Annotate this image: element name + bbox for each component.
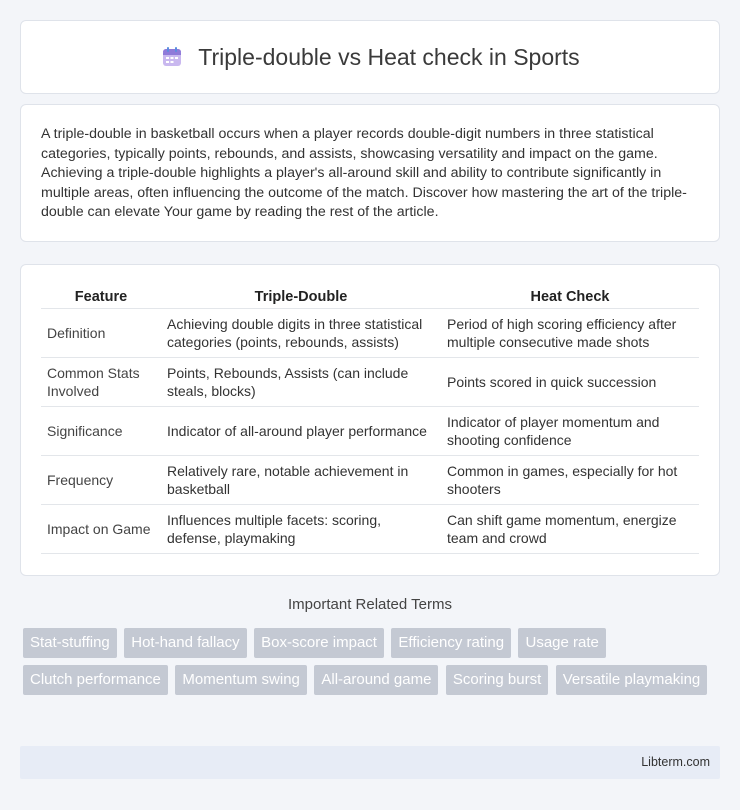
row-heat-check: Period of high scoring efficiency after multiple consecutive made shots [441,309,699,358]
header-feature: Feature [41,285,161,309]
related-term-tag[interactable]: Clutch performance [23,665,168,695]
related-term-tag[interactable]: All-around game [314,665,438,695]
related-terms-title: Important Related Terms [288,596,452,613]
intro-card [20,104,720,242]
related-term-tag[interactable]: Hot-hand fallacy [124,628,246,658]
row-heat-check: Points scored in quick succession [441,358,699,407]
related-term-tag[interactable]: Efficiency rating [391,628,511,658]
footer [20,746,720,779]
row-feature: Definition [41,309,161,358]
comparison-table [41,285,699,554]
row-heat-check: Common in games, especially for hot shooters [441,456,699,505]
footer-site-link[interactable]: Libterm.com [641,755,710,769]
comparison-card [20,264,720,576]
row-triple-double: Influences multiple facets: scoring, defense, playmaking [161,505,441,554]
row-feature: Impact on Game [41,505,161,554]
row-triple-double: Indicator of all-around player performance [161,407,441,456]
calendar-icon [160,45,184,69]
table-row [41,407,699,456]
row-feature: Significance [41,407,161,456]
related-term-tag[interactable]: Momentum swing [175,665,307,695]
related-term-tag[interactable]: Stat-stuffing [23,628,117,658]
table-row [41,358,699,407]
header-heat-check: Heat Check [441,285,699,309]
page-title: Triple-double vs Heat check in Sports [198,43,580,70]
row-heat-check: Can shift game momentum, energize team and crowd [441,505,699,554]
row-triple-double: Relatively rare, notable achievement in basketball [161,456,441,505]
row-triple-double: Points, Rebounds, Assists (can include steals, blocks) [161,358,441,407]
header-triple-double: Triple-Double [161,285,441,309]
table-row [41,505,699,554]
table-row [41,456,699,505]
related-terms-list [23,628,713,702]
table-header-row [41,285,699,309]
related-term-tag[interactable]: Box-score impact [254,628,384,658]
row-heat-check: Indicator of player momentum and shooting confidence [441,407,699,456]
related-term-tag[interactable]: Usage rate [518,628,605,658]
row-triple-double: Achieving double digits in three statistical categories (points, rebounds, assists) [161,309,441,358]
intro-paragraph: A triple-double in basketball occurs when a player records double-digit numbers in three statistical categories, typically points, rebounds, and assists, showcasing versatility and impact on the game. Achieving a triple-double highlights a player's all-around skill and ability to contribute significantly in multiple areas, often influencing the outcome of the match. Discover how mastering the art of the triple-double can elevate Your game by reading the rest of the article. [41,126,687,221]
row-feature: Common Stats Involved [41,358,161,407]
table-row [41,309,699,358]
related-term-tag[interactable]: Versatile playmaking [556,665,708,695]
header-card [20,20,720,94]
row-feature: Frequency [41,456,161,505]
related-term-tag[interactable]: Scoring burst [446,665,548,695]
